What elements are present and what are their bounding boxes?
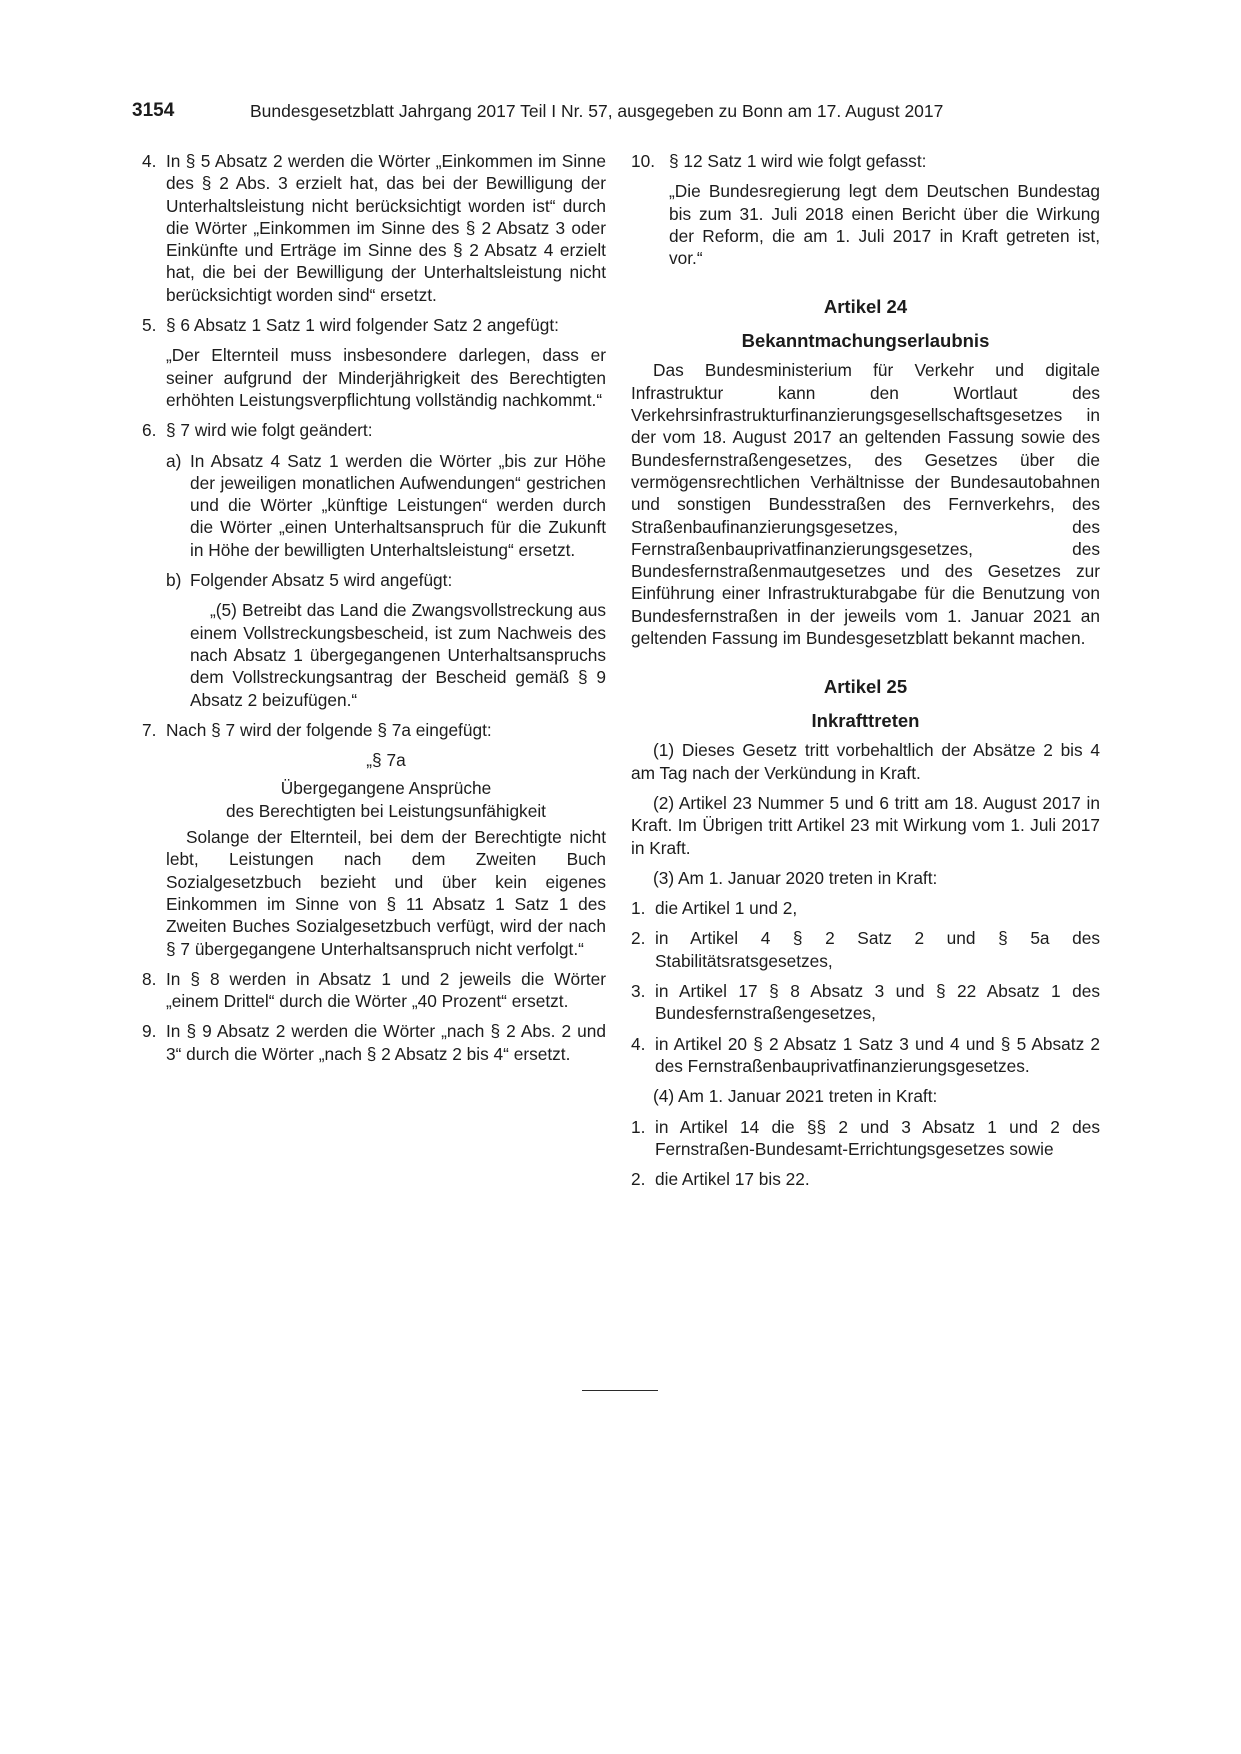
item-text: in Artikel 17 § 8 Absatz 3 und § 22 Absatz 1 des Bundesfernstraßengesetzes, xyxy=(655,981,1100,1024)
right-column xyxy=(631,150,1100,1198)
gazette-line: Bundesgesetzblatt Jahrgang 2017 Teil I Nr. 57, ausgegeben zu Bonn am 17. August 2017 xyxy=(250,101,944,121)
item-text: In § 5 Absatz 2 werden die Wörter „Einkommen im Sinne des § 2 Abs. 3 erzielt hat, das bei der Bewilligung der Unterhaltsleistung nicht berücksichtigt worden ist“ durch die Wörter „Einkommen im Sinne des § 2 Absatz 3 oder Einkünfte und Erträge im Sinne des § 2 Absatz 4 erzielt hat, die bei der Bewilligung der Unterhaltsleistung nicht berücksichtigt worden sind“ ersetzt. xyxy=(166,151,606,305)
item-text: in Artikel 20 § 2 Absatz 1 Satz 3 und 4 und § 5 Absatz 2 des Fernstraßenbauprivatfinanzierungsgesetzes. xyxy=(655,1033,1100,1076)
item-number: 1. xyxy=(631,898,646,919)
item-text: die Artikel 1 und 2, xyxy=(655,898,798,919)
paragraph: (4) Am 1. Januar 2021 treten in Kraft: xyxy=(653,1086,938,1107)
item-text: die Artikel 17 bis 22. xyxy=(655,1169,810,1190)
paragraph: (2) Artikel 23 Nummer 5 und 6 tritt am 18. August 2017 in Kraft. Im Übrigen tritt Artikel 23 mit Wirkung vom 1. Juli 2017 in Kraft. xyxy=(631,792,1100,858)
item-number: 4. xyxy=(142,151,157,171)
section-heading: Übergegangene Ansprüche xyxy=(280,778,492,799)
amendment-quote: „(5) Betreibt das Land die Zwangsvollstreckung aus einem Vollstreckungsbescheid, ist zum Nachweis des nach Absatz 1 übergegangenen Unterhaltsanspruchs dem Vollstreckungsantrag der Bescheid gemäß § 9 Absatz 2 beizufügen.“ xyxy=(190,600,606,710)
section-number: „§ 7a xyxy=(366,750,406,771)
amendment-quote: „Die Bundesregierung legt dem Deutschen Bundestag bis zum 31. Juli 2018 einen Bericht über die Wirkung der Reform, die am 1. Juli 2017 in Kraft getreten ist, vor.“ xyxy=(669,181,1100,269)
sub-item xyxy=(166,569,606,591)
item-number: 5. xyxy=(142,315,157,336)
list-item xyxy=(631,1033,1100,1078)
list-item xyxy=(142,968,606,1013)
article-heading: Bekanntmachungserlaubnis xyxy=(741,330,990,352)
item-text: § 7 wird wie folgt geändert: xyxy=(166,420,373,441)
item-text: in Artikel 4 § 2 Satz 2 und § 5a des Stabilitätsratsgesetzes, xyxy=(655,928,1100,971)
item-number: 2. xyxy=(631,1169,646,1190)
item-number: 9. xyxy=(142,1021,157,1042)
article-title: Artikel 25 xyxy=(823,676,908,698)
page-number: 3154 xyxy=(132,100,175,121)
item-text: § 6 Absatz 1 Satz 1 wird folgender Satz 2 angefügt: xyxy=(166,315,559,336)
item-number: 1. xyxy=(631,1116,646,1137)
list-item xyxy=(631,980,1100,1025)
article-heading: Inkrafttreten xyxy=(811,710,920,732)
list-item xyxy=(142,719,606,741)
end-rule xyxy=(582,1390,658,1391)
item-text: In § 9 Absatz 2 werden die Wörter „nach § 2 Abs. 2 und 3“ durch die Wörter „nach § 2 Absatz 2 bis 4“ ersetzt. xyxy=(166,1021,606,1064)
list-item xyxy=(142,314,606,336)
list-item xyxy=(142,1020,606,1065)
paragraph: (3) Am 1. Januar 2020 treten in Kraft: xyxy=(653,867,938,888)
article-title: Artikel 24 xyxy=(823,296,908,318)
paragraph: (1) Dieses Gesetz tritt vorbehaltlich der Absätze 2 bis 4 am Tag nach der Verkündung in Kraft. xyxy=(631,740,1100,783)
list-item xyxy=(142,150,606,306)
sub-item-text: In Absatz 4 Satz 1 werden die Wörter „bis zur Höhe der jeweiligen monatlichen Aufwendungen“ gestrichen und die Wörter „künftige Leistungen“ werden durch die Wörter „einen Unterhaltsanspruch für die Zukunft in Höhe der bewilligten Unterhaltsleistung“ ersetzt. xyxy=(190,450,606,560)
sub-item-text: Folgender Absatz 5 wird angefügt: xyxy=(190,570,453,591)
sub-item-letter: b) xyxy=(166,570,182,591)
item-text: Nach § 7 wird der folgende § 7a eingefügt: xyxy=(166,719,492,740)
item-number: 10. xyxy=(631,151,656,171)
list-item xyxy=(631,1168,1100,1190)
amendment-quote: „Der Elternteil muss insbesondere darlegen, dass er seiner aufgrund der Minderjährigkeit des Berechtigten erhöhten Leistungsverpflichtung vollständig nachkommt.“ xyxy=(166,345,606,410)
list-item xyxy=(631,150,1100,172)
item-number: 3. xyxy=(631,981,646,1002)
item-number: 8. xyxy=(142,968,157,989)
list-item xyxy=(631,897,1100,919)
list-item xyxy=(631,1116,1100,1161)
article-text: Das Bundesministerium für Verkehr und digitale Infrastruktur kann den Wortlaut des Verkehrsinfrastrukturfinanzierungsgesellschaftsgesetzes in der vom 18. August 2017 an geltenden Fassung sowie des Bundesfernstraßengesetzes, des Gesetzes über die vermögensrechtlichen Verhältnisse der Bundesautobahnen und sonstigen Bundesstraßen des Fernverkehrs, des Straßenbaufinanzierungsgesetzes, des Fernstraßenbauprivatfinanzierungsgesetzes, des Bundesfernstraßenmautgesetzes und des Gesetzes zur Einführung einer Infrastrukturabgabe für die Benutzung von Bundesfernstraßen in der jeweils vom 1. Januar 2021 an geltenden Fassung im Bundesgesetzblatt bekannt machen. xyxy=(631,360,1100,649)
section-heading: des Berechtigten bei Leistungsunfähigkeit xyxy=(226,800,546,821)
list-item xyxy=(142,419,606,441)
item-text: in Artikel 14 die §§ 2 und 3 Absatz 1 und 2 des Fernstraßen-Bundesamt-Errichtungsgesetzes sowie xyxy=(655,1116,1100,1159)
item-number: 2. xyxy=(631,928,646,949)
list-item xyxy=(631,927,1100,972)
item-number: 4. xyxy=(631,1033,646,1054)
item-text: In § 8 werden in Absatz 1 und 2 jeweils die Wörter „einem Drittel“ durch die Wörter „40 Prozent“ ersetzt. xyxy=(166,968,606,1012)
left-column xyxy=(142,150,606,1073)
page-header xyxy=(132,100,1112,130)
item-number: 6. xyxy=(142,420,157,441)
sub-item xyxy=(166,450,606,561)
item-number: 7. xyxy=(142,719,157,740)
section-body: Solange der Elternteil, bei dem der Berechtigte nicht lebt, Leistungen nach dem Zweiten Buch Sozialgesetzbuch bezieht und über kein eigenes Einkommen im Sinne von § 11 Absatz 1 Satz 1 des Zweiten Buches Sozialgesetzbuch verfügt, wird der nach § 7 übergegangene Unterhaltsanspruch nicht verfolgt.“ xyxy=(166,827,606,959)
sub-item-letter: a) xyxy=(166,450,182,471)
item-text: § 12 Satz 1 wird wie folgt gefasst: xyxy=(669,151,927,171)
